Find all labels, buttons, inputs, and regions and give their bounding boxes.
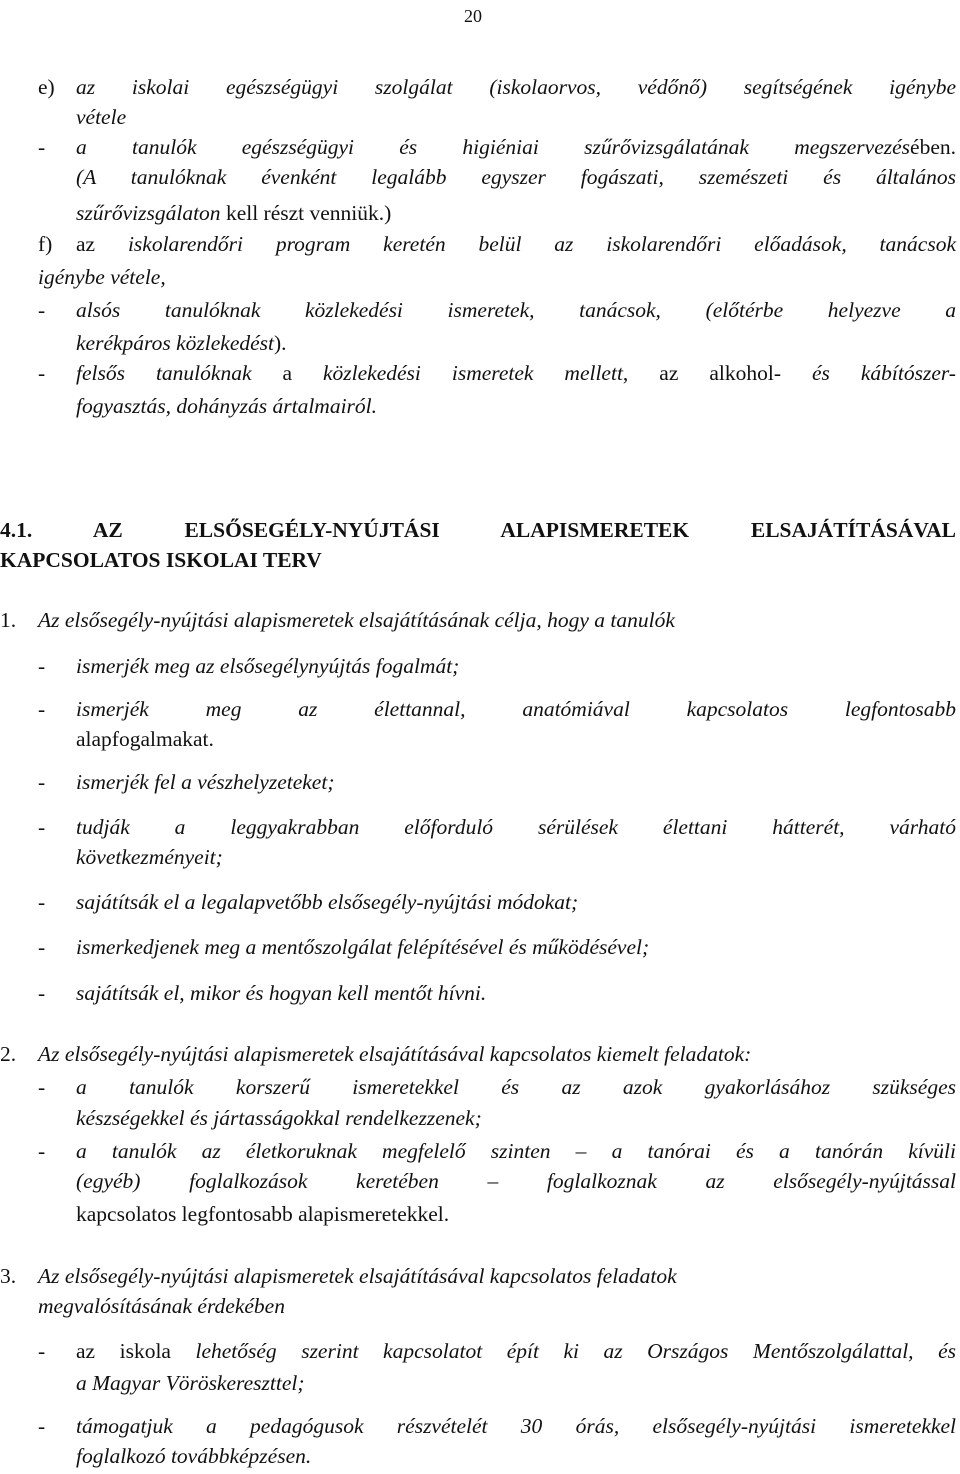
list-label: e) [38,75,55,99]
text-line: (egyéb) foglalkozások keretében – foglalkoznak az elsősegély-nyújtással [76,1169,956,1193]
text-line: Az elsősegély-nyújtási alapismeretek elsajátításával kapcsolatos feladatok [38,1264,677,1288]
text-line: felsős tanulóknak a közlekedési ismeretek mellett, az alkohol- és kábítószer- [76,361,956,385]
text-line: foglalkozó továbbképzésen. [76,1444,312,1468]
text-line: következményeit; [76,845,223,869]
text-line: vétele [76,105,127,129]
text-line: kapcsolatos legfontosabb alapismeretekkel. [76,1202,450,1226]
text-line: szűrővizsgálaton kell részt venniük.) [76,201,392,225]
dash-bullet: - [38,361,46,385]
dash-bullet: - [38,298,46,322]
text-line: Az elsősegély-nyújtási alapismeretek elsajátításával kapcsolatos kiemelt feladatok: [38,1042,752,1066]
text-line: megvalósításának érdekében [38,1294,285,1318]
heading-line: KAPCSOLATOS ISKOLAI TERV [0,548,322,572]
point-number: 3. [0,1264,17,1288]
heading-line: 4.1. AZ ELSŐSEGÉLY-NYÚJTÁSI ALAPISMERETEK ELSAJÁTÍTÁSÁVAL [0,518,956,542]
text-line: alsós tanulóknak közlekedési ismeretek, tanácsok, (előtérbe helyezve a [76,298,956,322]
text-line: a Magyar Vöröskereszttel; [76,1371,305,1395]
point-number: 1. [0,608,17,632]
text-line: készségekkel és jártasságokkal rendelkezzenek; [76,1106,482,1130]
text-line: fogyasztás, dohányzás ártalmairól. [76,394,378,418]
text-line: alapfogalmakat. [76,727,214,751]
dash-bullet: - [38,135,46,159]
text-line: az iskolai egészségügyi szolgálat (iskolaorvos, védőnő) segítségének igénybe [76,75,956,99]
text-line: igénybe vétele, [38,265,166,289]
point-number: 2. [0,1042,17,1066]
text-line: az iskolarendőri program keretén belül az iskolarendőri előadások, tanácsok [76,232,956,256]
text-line: Az elsősegély-nyújtási alapismeretek elsajátításának célja, hogy a tanulók [38,608,675,632]
page-number: 20 [464,6,482,26]
text-line: (A tanulóknak évenként legalább egyszer fogászati, szemészeti és általános [76,165,956,189]
text-line: a tanulók egészségügyi és higiéniai szűrővizsgálatának megszervezésében. [76,135,956,159]
text-line: kerékpáros közlekedést). [76,331,287,355]
list-label: f) [38,232,53,256]
